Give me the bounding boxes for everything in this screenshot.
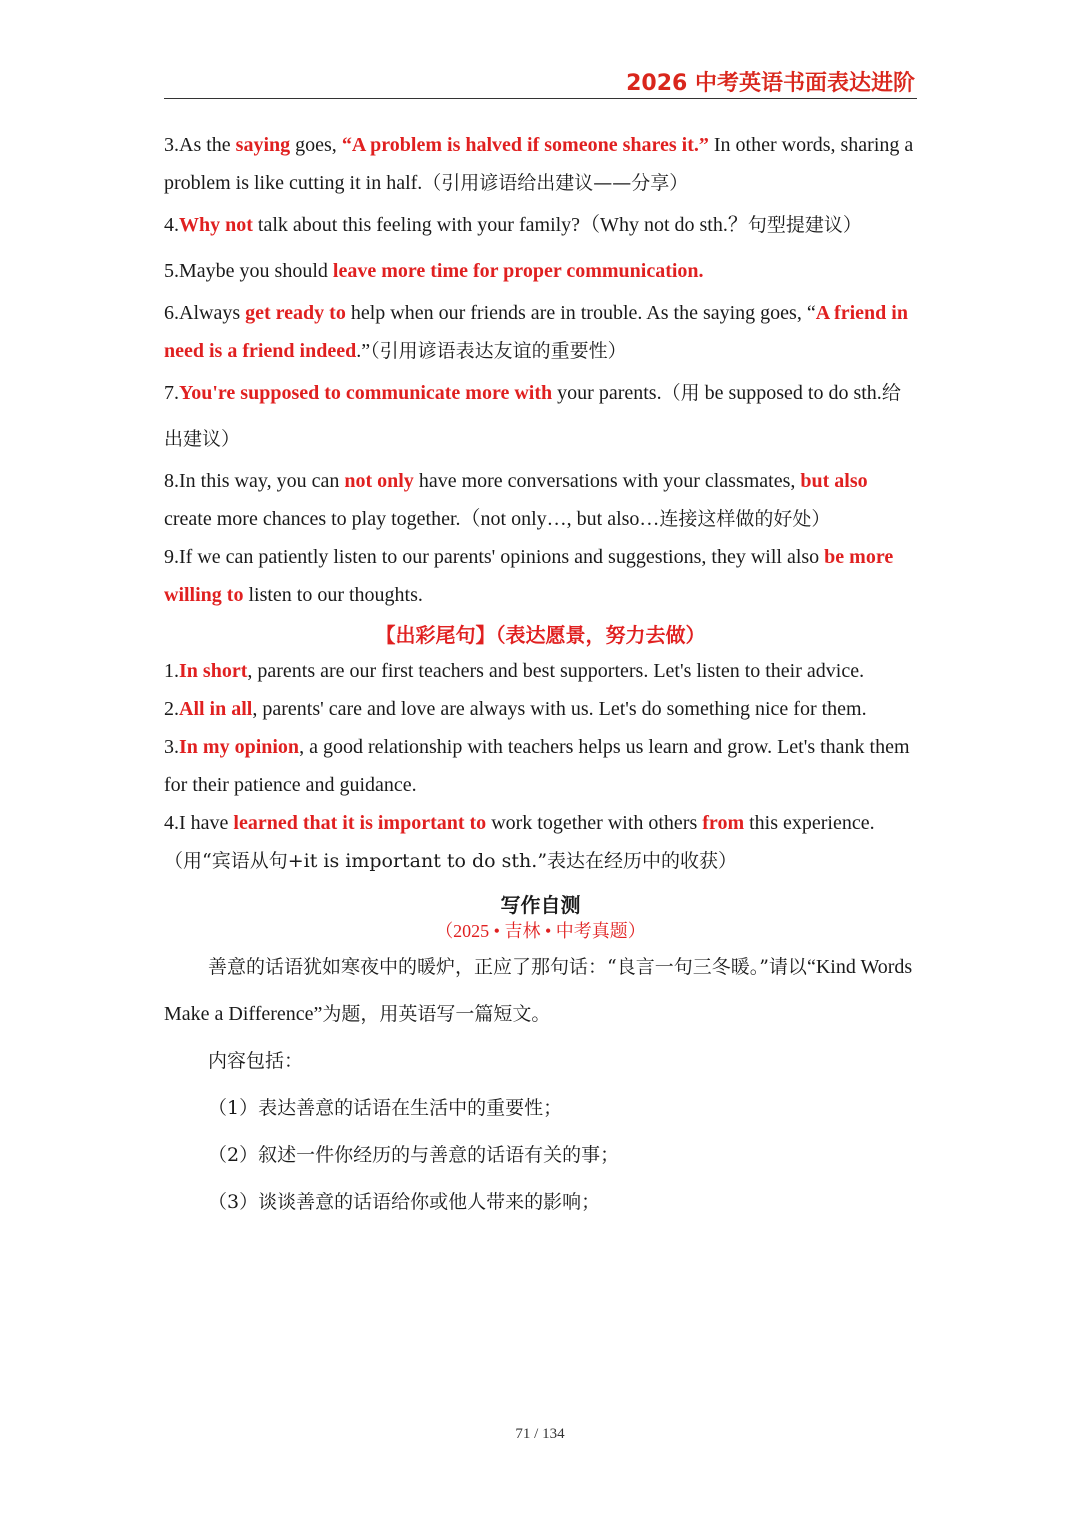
sentence-5 — [164, 248, 917, 294]
sentence-number: 7. — [164, 382, 179, 404]
highlight: In short — [179, 660, 248, 682]
sentence-8 — [164, 462, 917, 538]
text: , a good relationship with teachers helps us learn and grow. Let's thank them for their patience and guidance. — [164, 736, 910, 796]
task-item-2: （2）叙述一件你经历的与善意的话语有关的事； — [208, 1144, 620, 1166]
essay-title: “Kind Words Make a Difference” — [164, 956, 913, 1025]
text: Maybe you should — [179, 260, 333, 282]
text: , parents' care and love are always with us. Let's do something nice for them. — [252, 698, 867, 720]
chinese-note: 句型提建议） — [747, 214, 862, 236]
highlight: A friend in need is a friend indeed — [164, 302, 908, 362]
self-test-source: （2025 • 吉林 • 中考真题） — [435, 921, 646, 941]
chinese-note: 连接这样做的好处） — [659, 508, 831, 530]
chinese-note: （引用谚语给出建议——分享） — [422, 172, 689, 194]
chinese-text: 善意的话语犹如寒夜中的暖炉，正应了那句话：“良言一句三冬暖。”请以 — [208, 956, 807, 978]
text: goes, — [290, 134, 342, 156]
note: be supposed to do sth. — [699, 382, 882, 404]
text: , parents are our first teachers and best supporters. Let's listen to their advice. — [247, 660, 865, 682]
highlight: be more willing to — [164, 546, 894, 606]
text: help when our friends are in trouble. As the saying goes, “ — [345, 302, 816, 324]
note: （Why not do sth.？ — [580, 214, 748, 236]
sentence-4 — [164, 202, 917, 248]
sentence-number: 6. — [164, 302, 179, 324]
sentence-number: 5. — [164, 260, 179, 282]
highlight: Why not — [179, 214, 253, 236]
chinese-text: 为题，用英语写一篇短文。 — [322, 1003, 551, 1025]
header-divider — [164, 98, 917, 99]
highlight: “A problem is halved if someone shares it.” — [341, 134, 709, 156]
highlight: from — [702, 812, 745, 834]
text: this experience. — [744, 812, 875, 834]
ending-1 — [164, 652, 917, 690]
sentence-9 — [164, 538, 917, 614]
chinese-note: 给出建议） — [164, 382, 901, 450]
text: As the — [179, 134, 236, 156]
text: your parents. — [552, 382, 662, 404]
highlight: leave more time for proper communication. — [332, 260, 704, 282]
sentence-number: 2. — [164, 698, 179, 720]
text: work together with others — [486, 812, 703, 834]
ending-2 — [164, 690, 917, 728]
text: listen to our thoughts. — [243, 584, 423, 606]
text: In other words, sharing a problem is like cutting it in half. — [164, 134, 914, 194]
sentence-number: 1. — [164, 660, 179, 682]
text: create more chances to play together. — [164, 508, 461, 530]
ending-4 — [164, 804, 917, 880]
text: talk about this feeling with your family? — [252, 214, 581, 236]
task-item-3: （3）谈谈善意的话语给你或他人带来的影响； — [208, 1191, 601, 1213]
text: I have — [179, 812, 234, 834]
sentence-3 — [164, 126, 917, 202]
note: （not only…, but also… — [460, 508, 660, 530]
sentence-number: 4. — [164, 812, 179, 834]
sentence-number: 9. — [164, 546, 179, 568]
text: have more conversations with your classmates, — [413, 470, 801, 492]
task-item-1: （1）表达善意的话语在生活中的重要性； — [208, 1097, 563, 1119]
document-body — [164, 126, 917, 1226]
sentence-6 — [164, 294, 917, 370]
chinese-note: （用“宾语从句+it is important to do sth.” — [164, 850, 548, 872]
highlight: All in all — [179, 698, 253, 720]
text: If we can patiently listen to our parents' opinions and suggestions, they will also — [179, 546, 825, 568]
self-test-title: 写作自测 — [500, 893, 581, 917]
chinese-note: 表达在经历中的收获） — [547, 850, 738, 872]
highlight: not only — [344, 470, 414, 492]
sentence-number: 3. — [164, 736, 179, 758]
highlight: but also — [800, 470, 868, 492]
sentence-7 — [164, 370, 917, 462]
highlight: You're supposed to communicate more with — [179, 382, 553, 404]
chinese-note: （引用谚语表达友谊的重要性） — [370, 340, 627, 362]
text: .” — [356, 340, 371, 362]
chinese-note: （用 — [661, 382, 700, 404]
highlight: get ready to — [245, 302, 346, 324]
sentence-number: 4. — [164, 214, 179, 236]
ending-3 — [164, 728, 917, 804]
highlight: saying — [235, 134, 291, 156]
ending-section-title: 【出彩尾句】（表达愿景，努力去做） — [375, 623, 706, 647]
highlight: learned that it is important to — [233, 812, 487, 834]
sentence-number: 8. — [164, 470, 179, 492]
highlight: In my opinion — [179, 736, 300, 758]
page-number: 71 / 134 — [515, 1426, 565, 1442]
text: Always — [179, 302, 246, 324]
page-header-title: 2026 中考英语书面表达进阶 — [626, 71, 915, 96]
content-label: 内容包括： — [208, 1050, 304, 1072]
task-intro — [164, 944, 917, 1038]
text: In this way, you can — [179, 470, 345, 492]
sentence-number: 3. — [164, 134, 179, 156]
